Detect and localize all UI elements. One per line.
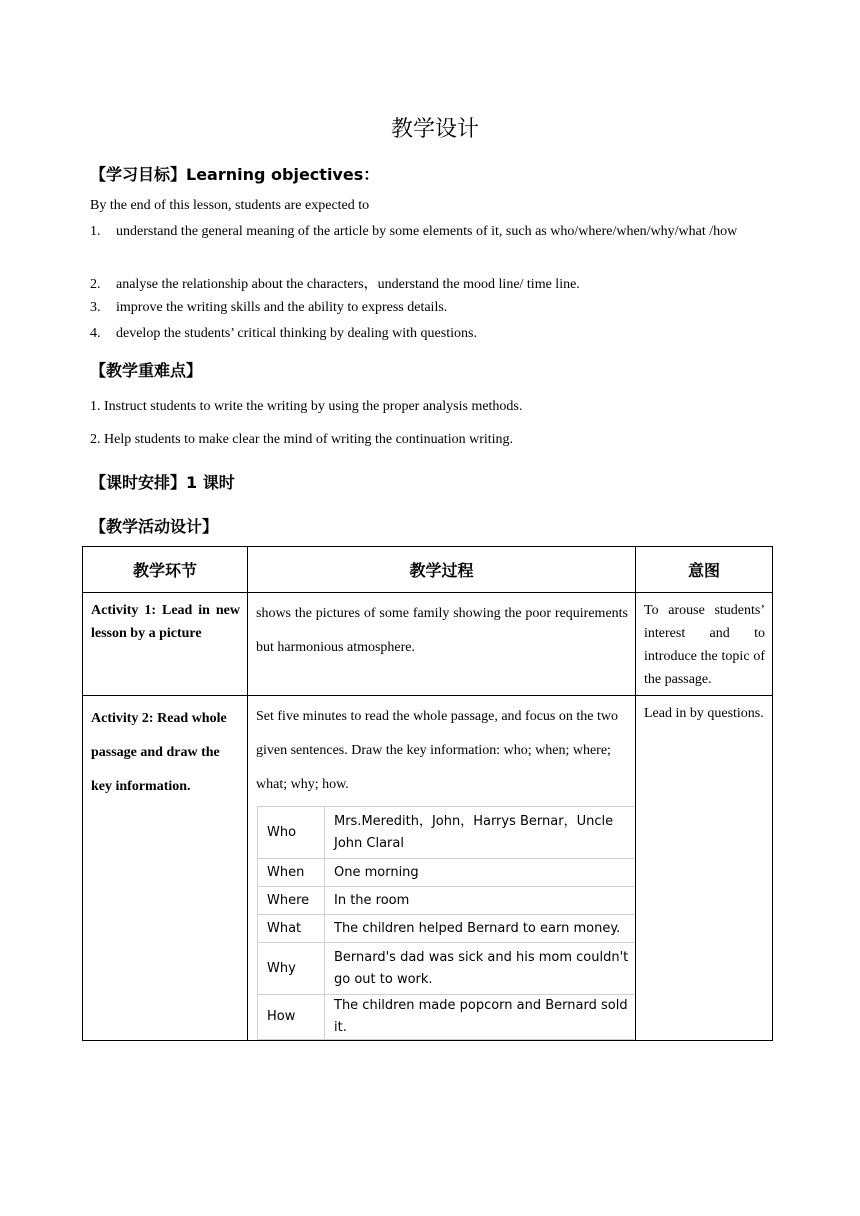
objective-number: 3. bbox=[90, 300, 101, 315]
activity-cell: Activity 1: Lead in new lesson by a picture bbox=[83, 593, 248, 696]
info-value: One morning bbox=[325, 859, 635, 887]
info-row-when bbox=[258, 859, 635, 887]
key-point-item: 1. Instruct students to write the writing by using the proper analysis methods. bbox=[90, 399, 523, 414]
objective-number: 4. bbox=[90, 326, 101, 341]
process-cell bbox=[248, 696, 636, 1041]
key-points-heading: 【教学重难点】 bbox=[90, 361, 203, 380]
objective-text: analyse the relationship about the characters，understand the mood line/ time line. bbox=[116, 277, 580, 292]
header-intent: 意图 bbox=[636, 547, 773, 593]
info-key: Where bbox=[258, 887, 325, 915]
activities-table bbox=[82, 546, 773, 1041]
info-row-how bbox=[258, 995, 635, 1040]
activity-cell: Activity 2: Read whole passage and draw the key information. bbox=[83, 696, 248, 1041]
info-value: Mrs.Meredith，John，Harrys Bernar，Uncle John Claral bbox=[325, 807, 635, 859]
info-table-wrap bbox=[257, 806, 634, 1040]
objective-item-2 bbox=[90, 273, 770, 293]
objective-text: develop the students’ critical thinking by dealing with questions. bbox=[116, 326, 477, 341]
info-value: The children helped Bernard to earn money. bbox=[325, 915, 635, 943]
info-key: When bbox=[258, 859, 325, 887]
header-process: 教学过程 bbox=[248, 547, 636, 593]
info-row-who bbox=[258, 807, 635, 859]
objective-item-1 bbox=[90, 220, 770, 243]
objectives-heading: 【学习目标】Learning objectives： bbox=[90, 165, 380, 184]
activities-heading: 【教学活动设计】 bbox=[90, 517, 219, 536]
process-text: Set five minutes to read the whole passage, and focus on the two given sentences. Draw the key information: who; when; where; what; why; how. bbox=[256, 709, 618, 792]
table-row bbox=[83, 593, 773, 696]
intent-cell: Lead in by questions. bbox=[636, 696, 773, 1041]
objective-text: understand the general meaning of the article by some elements of it, such as who/where/when/why/what /how bbox=[116, 224, 738, 239]
info-value: Bernard's dad was sick and his mom couldn't go out to work. bbox=[325, 943, 635, 995]
document-title: 教学设计 bbox=[390, 117, 479, 142]
info-key: Why bbox=[258, 943, 325, 995]
info-row-where bbox=[258, 887, 635, 915]
objectives-intro: By the end of this lesson, students are expected to bbox=[90, 198, 370, 213]
info-key: Who bbox=[258, 807, 325, 859]
info-value: The children made popcorn and Bernard sold it. bbox=[325, 995, 635, 1040]
table-row bbox=[83, 696, 773, 1041]
objective-number: 2. bbox=[90, 277, 101, 292]
objective-text: improve the writing skills and the ability to express details. bbox=[116, 300, 448, 315]
header-stage: 教学环节 bbox=[83, 547, 248, 593]
info-key: How bbox=[258, 995, 325, 1040]
intent-cell: To arouse students’ interest and to introduce the topic of the passage. bbox=[636, 593, 773, 696]
info-row-why bbox=[258, 943, 635, 995]
key-info-table bbox=[257, 806, 634, 1040]
objective-item-3 bbox=[90, 300, 770, 316]
key-point-item: 2. Help students to make clear the mind of writing the continuation writing. bbox=[90, 432, 514, 447]
process-cell: shows the pictures of some family showing the poor requirements but harmonious atmosphere. bbox=[248, 593, 636, 696]
schedule-heading: 【课时安排】1 课时 bbox=[90, 473, 235, 492]
objective-number: 1. bbox=[90, 224, 101, 239]
table-header-row bbox=[83, 547, 773, 593]
info-key: What bbox=[258, 915, 325, 943]
info-value: In the room bbox=[325, 887, 635, 915]
info-row-what bbox=[258, 915, 635, 943]
objective-item-4 bbox=[90, 326, 770, 342]
